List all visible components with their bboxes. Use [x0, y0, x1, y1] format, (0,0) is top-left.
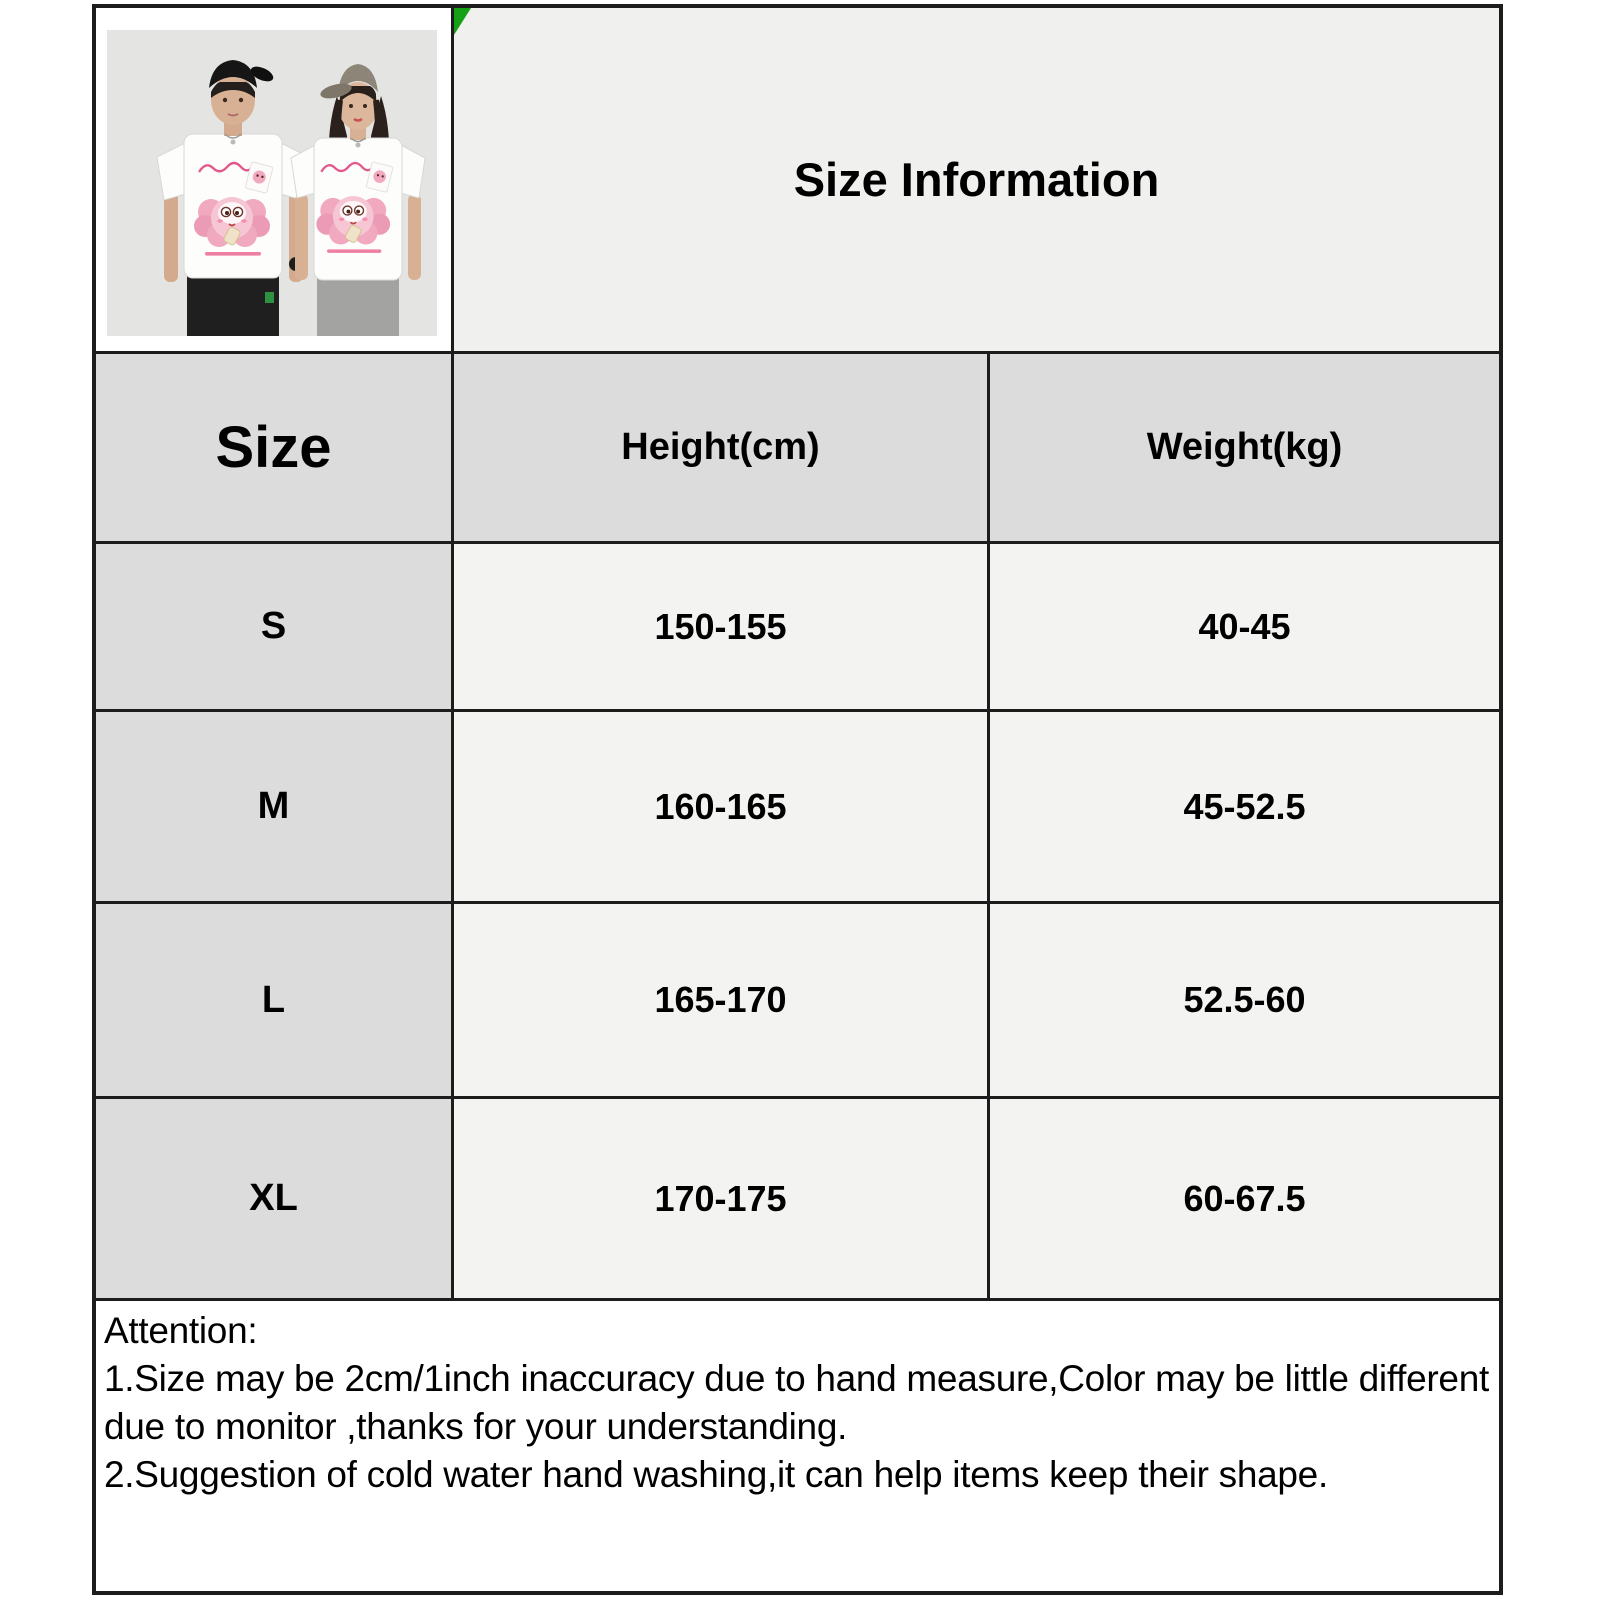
column-header-height: Height(cm): [454, 354, 987, 541]
table-row-l-size: L: [96, 904, 451, 1096]
table-row-s-height: 150-155: [454, 544, 987, 709]
column-header-size: Size: [96, 354, 451, 541]
table-row-m-weight: 45-52.5: [990, 712, 1499, 901]
table-row-s-size: S: [96, 544, 451, 709]
attention-note-2: 2.Suggestion of cold water hand washing,it can help items keep their shape.: [104, 1454, 1328, 1495]
table-row-l-height: 165-170: [454, 904, 987, 1096]
product-photo-illustration: [107, 30, 437, 336]
page-title: Size Information: [793, 153, 1160, 206]
column-header-weight: Weight(kg): [990, 354, 1499, 541]
table-row-xl-height: 170-175: [454, 1099, 987, 1298]
attention-note-1: 1.Size may be 2cm/1inch inaccuracy due to hand measure,Color may be little different due to monitor ,thanks for your understanding.: [104, 1358, 1489, 1447]
size-table: [92, 4, 1503, 1595]
attention-note: [96, 1301, 1499, 1591]
product-photo-cell: [96, 8, 451, 351]
product-photo: [107, 30, 437, 336]
table-row-xl-size: XL: [96, 1099, 451, 1298]
title-cell: [454, 8, 1499, 351]
table-row-xl-weight: 60-67.5: [990, 1099, 1499, 1298]
table-row-m-size: M: [96, 712, 451, 901]
table-row-l-weight: 52.5-60: [990, 904, 1499, 1096]
table-row-s-weight: 40-45: [990, 544, 1499, 709]
green-triangle-marker-icon: [454, 8, 471, 35]
attention-heading: Attention:: [104, 1310, 258, 1351]
table-row-m-height: 160-165: [454, 712, 987, 901]
